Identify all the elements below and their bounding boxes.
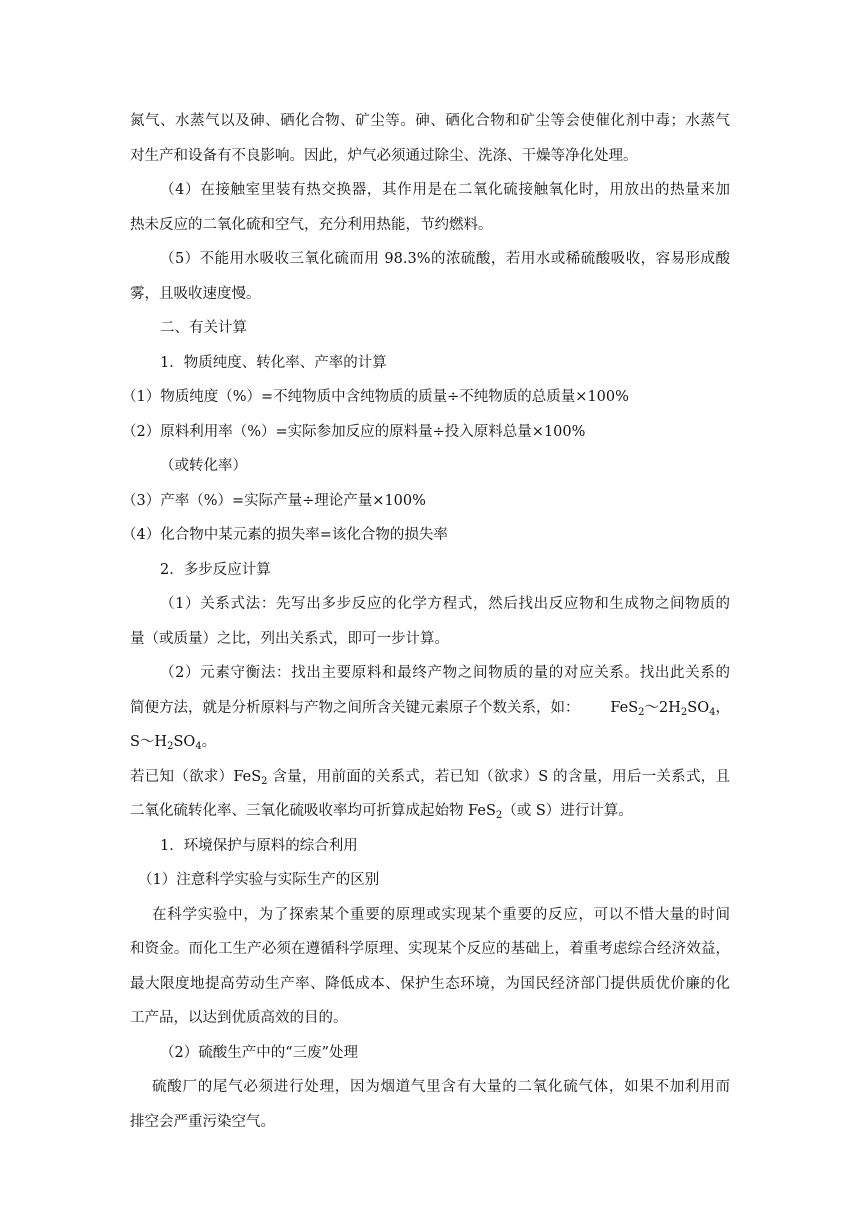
formula-note: （或转化率） [160,458,247,474]
chemical-relation: $S\sim H_2SO_4$。 [130,734,217,752]
paragraph-line: 量（或质量）之比，列出关系式，即可一步计算。 [130,630,449,647]
paragraph-line: 若已知（欲求）FeS$_2$ 含量，用前面的关系式，若已知（欲求）S 的含量，用后一关系式，且 [130,768,730,787]
paragraph-line: 和资金。而化工生产必须在遵循科学原理、实现某个反应的基础上，着重考虑综合经济效益， [130,941,730,957]
document-page [122,104,730,1139]
subsection-heading: 2．多步反应计算 [160,561,271,578]
paragraph-line: （4）在接触室里装有热交换器，其作用是在二氧化硫接触氧化时，用放出的热量来加 [160,182,730,198]
formula-line: （3）产率（%）=实际产量÷理论产量×100% [122,492,426,509]
formula-line: （1）物质纯度（%）=不纯物质中含纯物质的质量÷不纯物质的总质量×100% [122,389,629,405]
paragraph-line: 最大限度地提高劳动生产率、降低成本、保护生态环境，为国民经济部门提供质优价廉的化 [130,975,730,992]
paragraph-line: 氮气、水蒸气以及砷、硒化合物、矿尘等。砷、硒化合物和矿尘等会使催化剂中毒；水蒸气 [130,113,730,129]
paragraph-line: 雾，且吸收速度慢。 [130,285,261,302]
paragraph-text: 简便方法，就是分析原料与产物之间所含关键元素原子个数关系，如： [130,699,580,716]
paragraph-line: 热未反应的二氧化硫和空气，充分利用热能，节约燃料。 [130,216,493,233]
paragraph-line: 排空会严重污染空气。 [130,1113,275,1130]
paragraph-line: 硫酸厂的尾气必须进行处理，因为烟道气里含有大量的二氧化硫气体，如果不加利用而 [152,1079,730,1095]
section-heading: 二、有关计算 [160,320,247,336]
paragraph-line: （2）元素守衡法：找出主要原料和最终产物之间物质的量的对应关系。找出此关系的 [160,665,730,681]
chemical-relation: $FeS_2\sim 2H_2SO_4$， [610,699,730,718]
paragraph-line: （5）不能用水吸收三氧化硫而用 98.3%的浓硫酸，若用水或稀硫酸吸收，容易形成酸 [160,251,730,267]
formula-line: （4）化合物中某元素的损失率=该化合物的损失率 [122,527,448,543]
subsection-heading: 1．物质纯度、转化率、产率的计算 [160,354,387,371]
paragraph-line: 二氧化硫转化率、三氧化硫吸收率均可折算成起始物 FeS$_2$（或 S）进行计算。 [130,803,633,821]
subsection-heading: 1．环境保护与原料的综合利用 [160,837,358,854]
paragraph-line: 工产品，以达到优质高效的目的。 [130,1010,348,1026]
item-heading: （2）硫酸生产中的“三废”处理 [160,1044,359,1061]
paragraph-line: 对生产和设备有不良影响。因此，炉气必须通过除尘、洗涤、干燥等净化处理。 [130,147,638,164]
item-heading: （1）注意科学实验与实际生产的区别 [138,872,380,888]
paragraph-line: （1）关系式法：先写出多步反应的化学方程式，然后找出反应物和生成物之间物质的 [160,596,730,612]
formula-line: （2）原料利用率（%）=实际参加反应的原料量÷投入原料总量×100% [122,423,586,440]
paragraph-line: 在科学实验中，为了探索某个重要的原理或实现某个重要的反应，可以不惜大量的时间 [152,906,730,923]
paragraph-line [130,691,730,726]
